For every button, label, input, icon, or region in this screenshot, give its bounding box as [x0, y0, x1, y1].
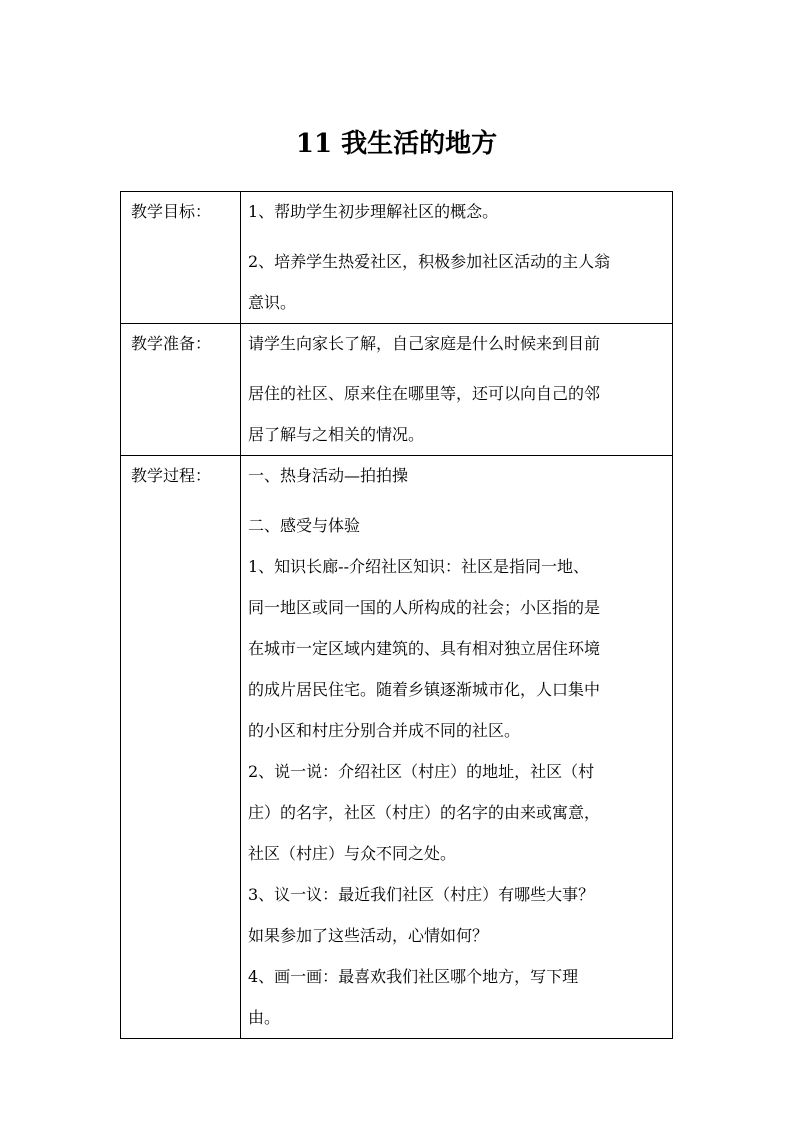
text-line: 意识。: [248, 293, 297, 312]
label-cell-process: [121, 456, 241, 1039]
text-line: 在城市一定区域内建筑的、具有相对独立居住环境: [248, 639, 601, 658]
lesson-plan-table: [120, 191, 673, 1039]
text-line: 社区（村庄）与众不同之处。: [248, 844, 457, 863]
text-line: 由。: [248, 1008, 281, 1027]
row-label-preparation: 教学准备：: [131, 334, 212, 353]
table-row-preparation: [121, 324, 673, 456]
text-line: 庄）的名字，社区（村庄）的名字的由来或寓意，: [248, 803, 601, 822]
text-line: 3、议一议：最近我们社区（村庄）有哪些大事？: [248, 885, 595, 904]
content-cell-process: [241, 456, 673, 1039]
text-line: 如果参加了这些活动，心情如何？: [248, 926, 489, 945]
row-label-process: 教学过程：: [131, 466, 212, 485]
text-line: 一、热身活动—拍拍操: [248, 466, 409, 485]
content-cell-goals: [241, 192, 673, 324]
label-cell-goals: [121, 192, 241, 324]
text-line: 2、培养学生热爱社区，积极参加社区活动的主人翁: [248, 252, 611, 271]
page-title: 11 我生活的地方: [295, 129, 498, 159]
text-line: 二、感受与体验: [248, 516, 361, 535]
text-line: 的成片居民住宅。随着乡镇逐渐城市化，人口集中: [248, 680, 601, 699]
text-line: 2、说一说：介绍社区（村庄）的地址，社区（村: [248, 762, 595, 781]
content-cell-preparation: [241, 324, 673, 456]
table-row-goals: [121, 192, 673, 324]
table-row-process: [121, 456, 673, 1039]
text-line: 1、知识长廊--介绍社区知识：社区是指同一地、: [248, 557, 589, 576]
row-label-goals: 教学目标：: [131, 202, 212, 221]
text-line: 1、帮助学生初步理解社区的概念。: [248, 202, 499, 221]
text-line: 4、画一画：最喜欢我们社区哪个地方，写下理: [248, 967, 579, 986]
text-line: 居了解与之相关的情况。: [248, 425, 425, 444]
text-line: 的小区和村庄分别合并成不同的社区。: [248, 721, 521, 740]
text-line: 居住的社区、原来住在哪里等，还可以向自己的邻: [248, 384, 601, 403]
text-line: 同一地区或同一国的人所构成的社会；小区指的是: [248, 598, 601, 617]
label-cell-preparation: [121, 324, 241, 456]
text-line: 请学生向家长了解，自己家庭是什么时候来到目前: [248, 334, 601, 353]
